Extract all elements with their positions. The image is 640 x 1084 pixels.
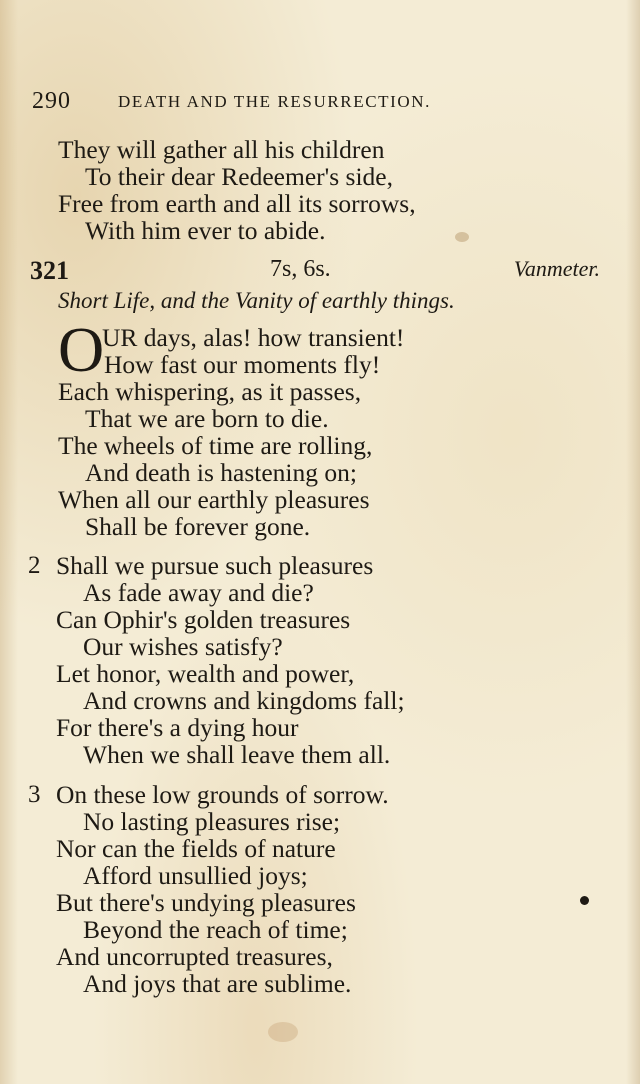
verse-line: Each whispering, as it passes,	[58, 377, 362, 406]
verse-line: UR days, alas! how transient!	[102, 323, 405, 352]
verse-line: Nor can the fields of nature	[56, 834, 336, 863]
verse-number: 3	[28, 781, 41, 808]
verse-line: Can Ophir's golden treasures	[56, 605, 351, 634]
page-number: 290	[32, 88, 71, 114]
hymn-meter: 7s, 6s.	[270, 256, 331, 282]
verse-line: Afford unsullied joys;	[83, 861, 308, 890]
previous-stanza	[58, 136, 416, 244]
verse-line: And crowns and kingdoms fall;	[83, 686, 405, 715]
stain	[268, 1022, 298, 1042]
verse-line: No lasting pleasures rise;	[83, 807, 341, 836]
verse-line: They will gather all his children	[58, 135, 385, 164]
verse-line: Our wishes satisfy?	[83, 632, 283, 661]
verse-line: Shall we pursue such pleasures	[56, 551, 374, 580]
verse-line: And death is hastening on;	[85, 458, 357, 487]
verse-number: 2	[28, 552, 41, 579]
verse-line: And uncorrupted treasures,	[56, 942, 333, 971]
verse-line: As fade away and die?	[83, 578, 314, 607]
verse-line: For there's a dying hour	[56, 713, 299, 742]
drop-cap: O	[58, 314, 105, 385]
running-head: DEATH AND THE RESURRECTION.	[118, 92, 432, 111]
hymn-title: Short Life, and the Vanity of earthly things.	[58, 288, 455, 313]
verse-line: And joys that are sublime.	[83, 969, 352, 998]
verse-line: Let honor, wealth and power,	[56, 659, 355, 688]
hymn-heading	[30, 256, 600, 286]
verse-line: On these low grounds of sorrow.	[56, 780, 389, 809]
stanza-3	[56, 781, 389, 997]
verse-line: When we shall leave them all.	[83, 740, 391, 769]
ink-dot	[580, 896, 589, 905]
stanza-2	[56, 552, 405, 768]
hymn-tune: Vanmeter.	[513, 256, 600, 281]
hymn-number: 321	[30, 256, 69, 285]
verse-line: That we are born to die.	[85, 404, 329, 433]
verse-line: Beyond the reach of time;	[83, 915, 348, 944]
page-header	[32, 88, 532, 118]
stain	[455, 232, 469, 242]
verse-line: To their dear Redeemer's side,	[85, 162, 393, 191]
verse-line: Shall be forever gone.	[85, 512, 311, 541]
stanza-1	[58, 314, 405, 541]
verse-line: Free from earth and all its sorrows,	[58, 189, 416, 218]
verse-line: How fast our moments fly!	[104, 350, 381, 379]
verse-line: The wheels of time are rolling,	[58, 431, 373, 460]
verse-line: But there's undying pleasures	[56, 888, 356, 917]
verse-line: With him ever to abide.	[85, 216, 326, 245]
verse-line: When all our earthly pleasures	[58, 485, 370, 514]
